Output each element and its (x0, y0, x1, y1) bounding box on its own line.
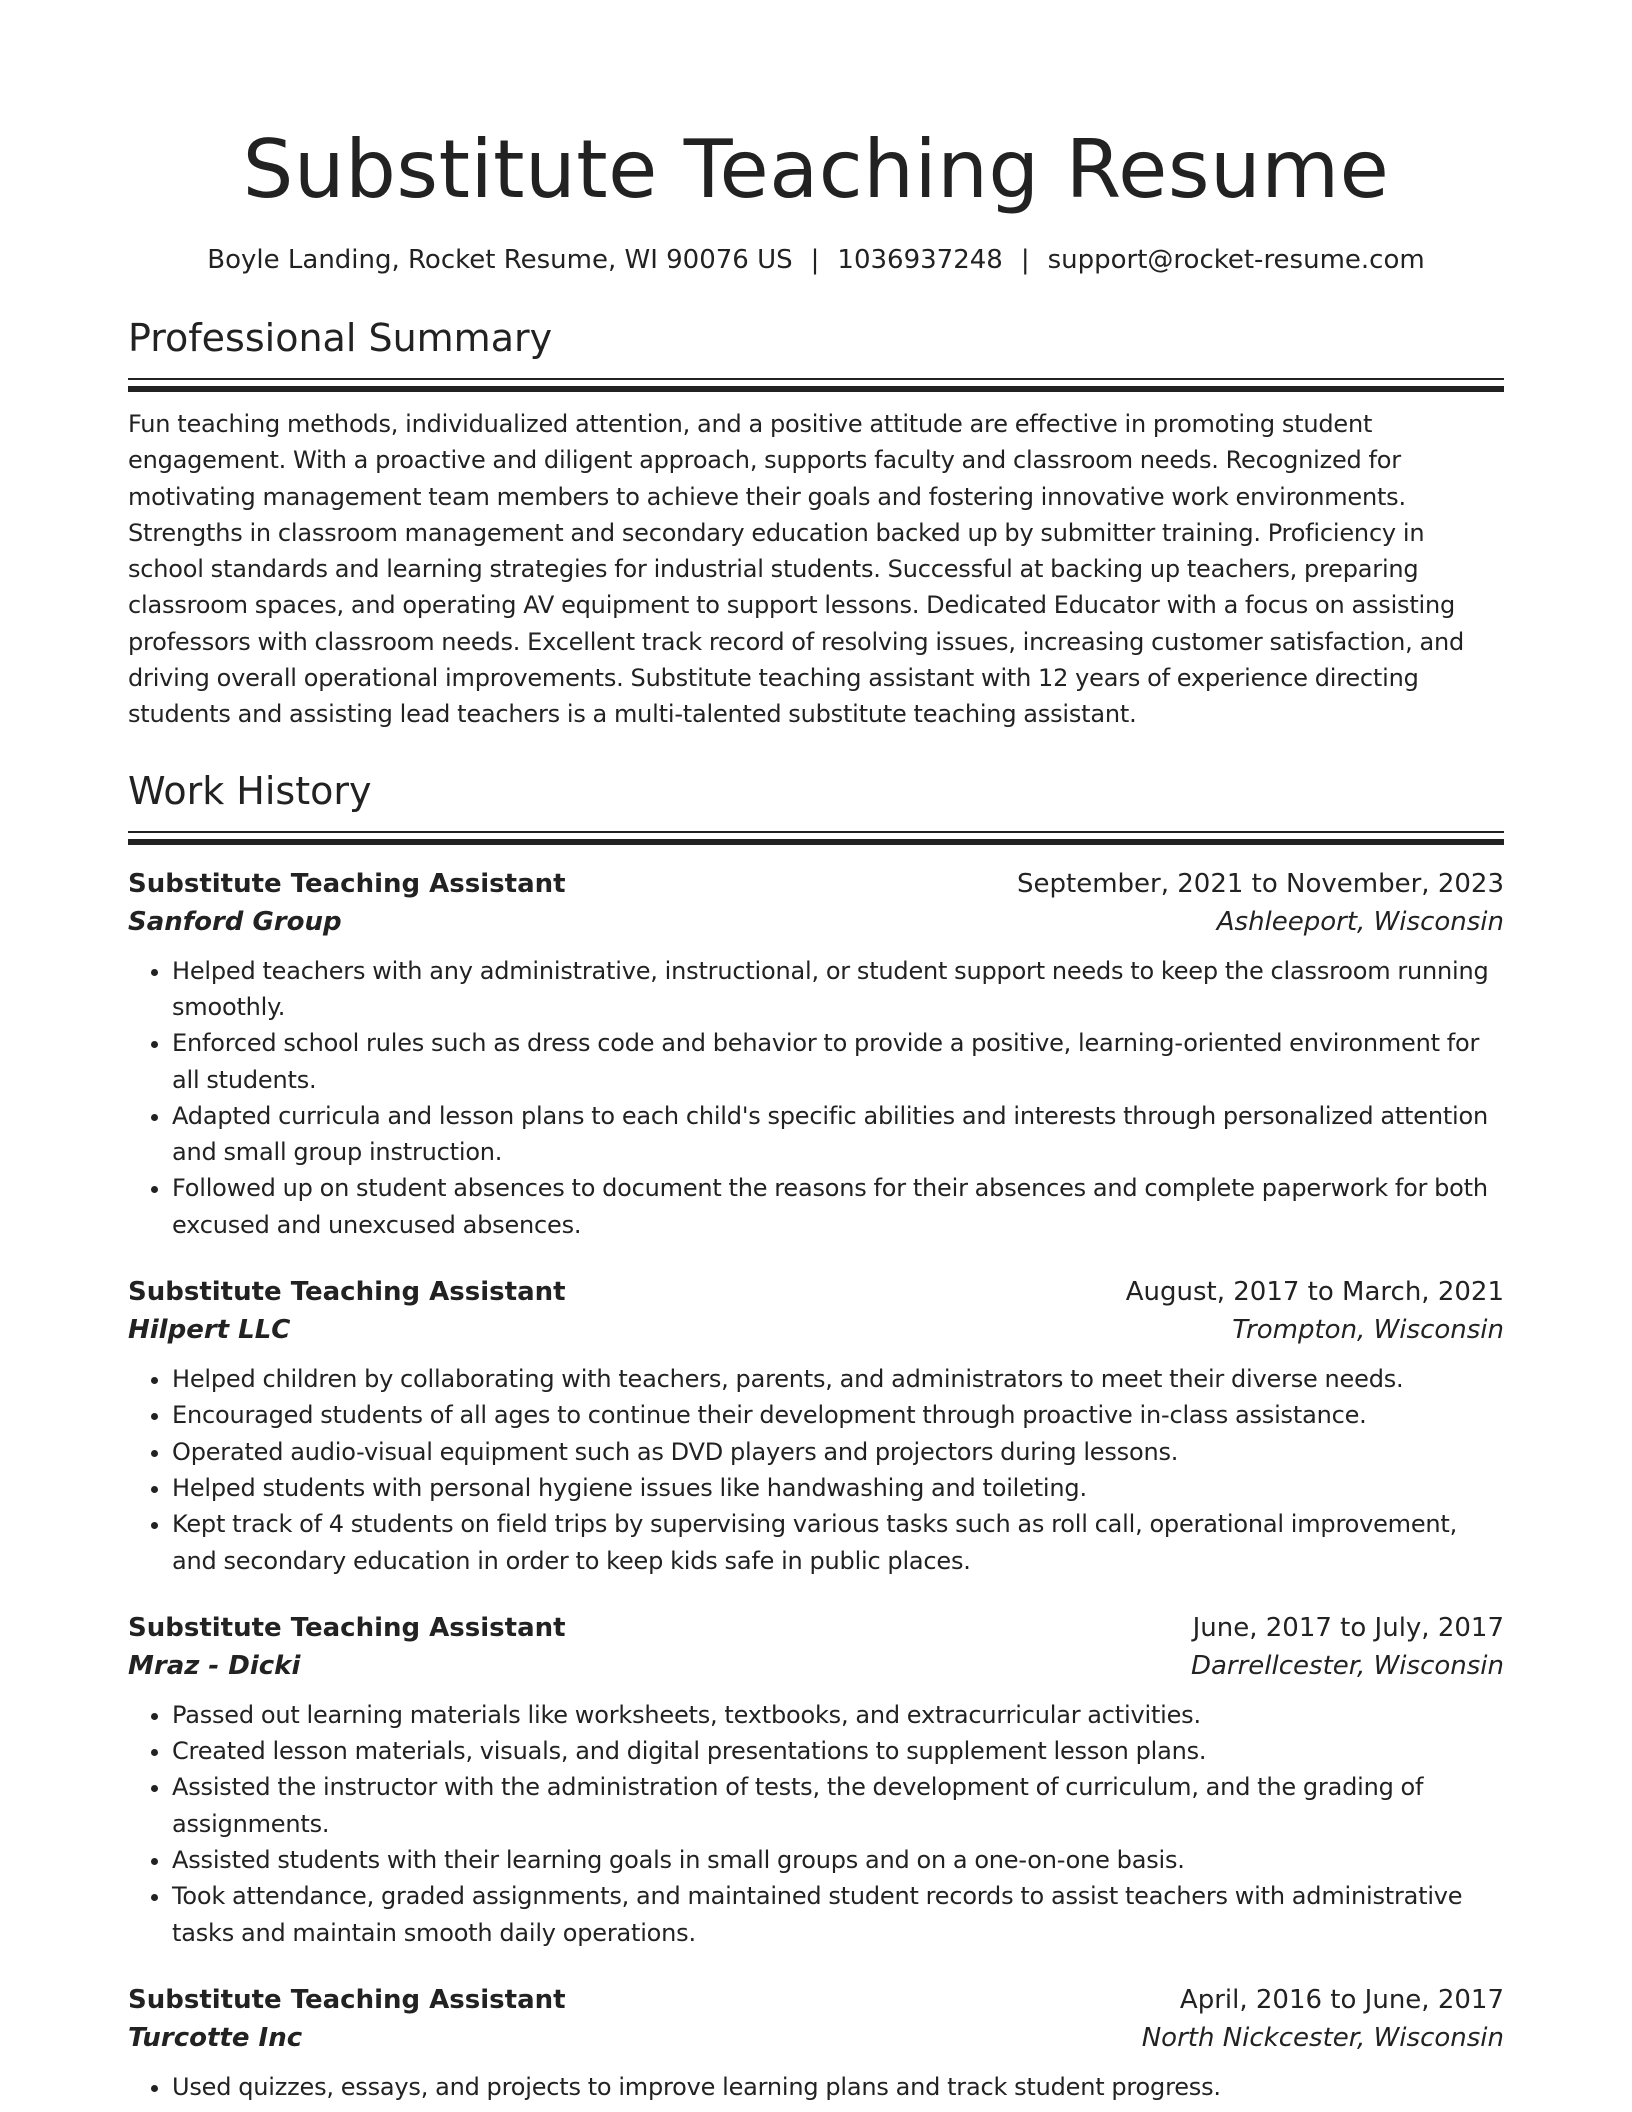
job-duty-item: • Passed out learning materials like worksheets, textbooks, and extracurricular activities. (172, 1697, 1504, 1733)
job-dates: September, 2021 to November, 2023 (1017, 868, 1504, 899)
job-company-row (128, 2019, 1504, 2057)
job-location: Darrellcester, Wisconsin (1190, 1650, 1504, 1681)
job-duty-item: • Kept track of 4 students on field trips by supervising various tasks such as roll call, operational improvement, and secondary education in order to keep kids safe in public places. (172, 1506, 1504, 1579)
job-duty-item: • Created lesson materials, visuals, and digital presentations to supplement lesson plans. (172, 1733, 1504, 1769)
job-header-row (128, 1609, 1504, 1647)
contact-address: Boyle Landing, Rocket Resume, WI 90076 US (207, 245, 793, 275)
job-location: Trompton, Wisconsin (1232, 1315, 1504, 1346)
job-duty-item: • Helped students with personal hygiene issues like handwashing and toileting. (172, 1470, 1504, 1506)
job-title: Substitute Teaching Assistant (128, 1612, 566, 1643)
contact-separator: | (810, 245, 820, 275)
job-header-row (128, 1273, 1504, 1311)
job-company: Sanford Group (128, 906, 342, 937)
contact-email: support@rocket-resume.com (1047, 245, 1425, 275)
job-duties-list (128, 1697, 1504, 1951)
job-duties-list (128, 1361, 1504, 1579)
job-company: Mraz - Dicki (128, 1650, 301, 1681)
resume-page (128, 0, 1504, 2105)
job-company-row (128, 1311, 1504, 1349)
contact-phone: 1036937248 (837, 245, 1003, 275)
job-duty-item: • Encouraged students of all ages to continue their development through proactive in-class assistance. (172, 1397, 1504, 1433)
job-location: North Nickcester, Wisconsin (1141, 2022, 1504, 2053)
job-entry (128, 1273, 1504, 1579)
job-title: Substitute Teaching Assistant (128, 868, 566, 899)
section-divider-thin (128, 378, 1504, 380)
job-header-row (128, 865, 1504, 903)
job-dates: August, 2017 to March, 2021 (1125, 1277, 1504, 1308)
job-title: Substitute Teaching Assistant (128, 1277, 566, 1308)
summary-section (128, 312, 1504, 733)
job-duty-item: • Helped teachers with any administrative, instructional, or student support needs to keep the classroom running smoothly. (172, 953, 1504, 1026)
section-divider-thick (128, 386, 1504, 392)
job-duty-item: • Followed up on student absences to document the reasons for their absences and complete paperwork for both excused and unexcused absences. (172, 1170, 1504, 1243)
contact-line (128, 242, 1504, 278)
work-history-section (128, 765, 1504, 2106)
job-entry (128, 1981, 1504, 2105)
job-duty-item: • Enforced school rules such as dress code and behavior to provide a positive, learning-oriented environment for all students. (172, 1025, 1504, 1098)
job-duty-item: • Adapted curricula and lesson plans to each child's specific abilities and interests through personalized attention and small group instruction. (172, 1098, 1504, 1171)
job-duty-item: • Assisted students with their learning goals in small groups and on a one-on-one basis. (172, 1842, 1504, 1878)
job-company-row (128, 1647, 1504, 1685)
job-header-row (128, 1981, 1504, 2019)
job-duty-item: • Assisted the instructor with the administration of tests, the development of curriculum, and the grading of assignments. (172, 1769, 1504, 1842)
section-divider-thick (128, 839, 1504, 845)
job-duty-item: • Used quizzes, essays, and projects to improve learning plans and track student progress. (172, 2069, 1504, 2105)
summary-text: Fun teaching methods, individualized attention, and a positive attitude are effective in promoting student engagement. With a proactive and diligent approach, supports faculty and classroom needs. Recognized for motivating management team members to achieve their goals and fostering innovative work environments. Strengths in classroom management and secondary education backed up by submitter training. Proficiency in school standards and learning strategies for industrial students. Successful at backing up teachers, preparing classroom spaces, and operating AV equipment to support lessons. Dedicated Educator with a focus on assisting professors with classroom needs. Excellent track record of resolving issues, increasing customer satisfaction, and driving overall operational improvements. Substitute teaching assistant with 12 years of experience directing students and assisting lead teachers is a multi-talented substitute teaching assistant. (128, 410, 1465, 729)
contact-separator: | (1020, 245, 1030, 275)
job-duties-list (128, 953, 1504, 1243)
section-divider-thin (128, 831, 1504, 833)
job-company: Hilpert LLC (128, 1315, 291, 1346)
job-duty-item: • Helped children by collaborating with teachers, parents, and administrators to meet their diverse needs. (172, 1361, 1504, 1397)
job-dates: April, 2016 to June, 2017 (1179, 1984, 1504, 2015)
section-heading-summary: Professional Summary (128, 316, 553, 360)
job-location: Ashleeport, Wisconsin (1216, 906, 1504, 937)
section-heading-work-history: Work History (128, 768, 372, 813)
job-duty-item: • Operated audio-visual equipment such as DVD players and projectors during lessons. (172, 1434, 1504, 1470)
resume-title: Substitute Teaching Resume (242, 123, 1390, 216)
job-entry (128, 865, 1504, 1243)
job-duties-list (128, 2069, 1504, 2105)
job-company-row (128, 903, 1504, 941)
job-company: Turcotte Inc (128, 2022, 303, 2053)
job-title: Substitute Teaching Assistant (128, 1984, 566, 2015)
job-duty-item: • Took attendance, graded assignments, and maintained student records to assist teachers with administrative tasks and maintain smooth daily operations. (172, 1878, 1504, 1951)
job-entry (128, 1609, 1504, 1951)
job-dates: June, 2017 to July, 2017 (1192, 1612, 1504, 1643)
